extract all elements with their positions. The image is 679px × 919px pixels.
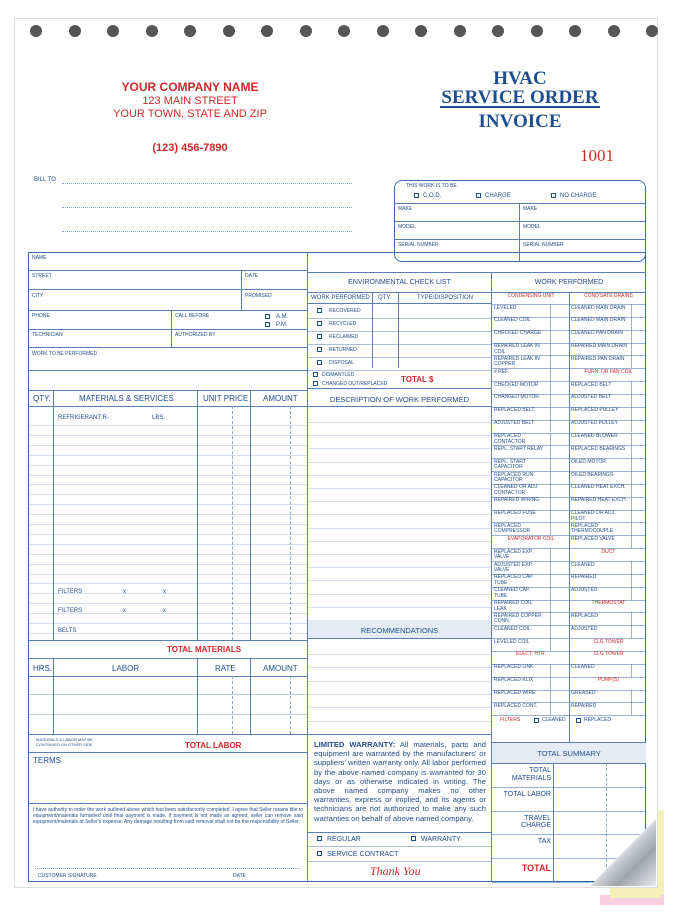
model-field[interactable]: MODEL <box>398 224 416 230</box>
wp-item: REPAIRED WIRING <box>494 497 540 504</box>
wp-item: CLEANED BLOWER <box>571 433 618 439</box>
work-to-be-performed-field[interactable]: WORK TO BE PERFORMED <box>32 351 98 357</box>
cod-label: C.O.D. <box>423 193 442 199</box>
wp-section: FILTERS <box>500 717 521 724</box>
refrigerant-label: REFRIGERANT R- <box>58 415 109 421</box>
charge-label: CHARGE <box>485 193 511 199</box>
summary-label: TOTAL <box>521 863 551 874</box>
wp-section: DUCT <box>601 548 616 555</box>
wp-item: REPLACED BEARINGS <box>571 445 626 452</box>
env-title: ENVIRONMENTAL CHECK LIST <box>348 279 451 286</box>
invoice-number: 1001 <box>580 146 614 165</box>
charge-checkbox[interactable] <box>476 193 481 198</box>
env-item: DISPOSAL <box>329 360 355 366</box>
env-item: DISMANTLED <box>322 372 355 378</box>
wp-item: CLEANED <box>571 664 595 671</box>
wp-item: REPLACED EXP. VALVE <box>494 548 534 561</box>
company-phone: (123) 456-7890 <box>152 142 228 154</box>
materials-header: MATERIALS & SERVICES <box>79 394 174 403</box>
company-street: 123 MAIN STREET <box>142 95 238 107</box>
wp-item: REPLACED KLIX <box>494 677 534 684</box>
filters-label-1: FILTERS <box>58 589 83 595</box>
binding-hole <box>608 25 620 37</box>
company-name: YOUR COMPANY NAME <box>121 80 259 94</box>
wp-item: REPLACED PULLEY <box>571 407 619 414</box>
x-mark: x <box>163 589 166 595</box>
wp-item: REPAIRED COIL LEAK <box>494 600 533 612</box>
regular-checkbox[interactable] <box>317 836 322 841</box>
wp-item: REPAIRED <box>571 574 597 581</box>
wp-item: CLEANED COIL <box>494 317 531 324</box>
env-checkbox[interactable] <box>317 347 322 352</box>
signature-line[interactable] <box>35 868 300 869</box>
wp-item: REPL. START RELAY <box>494 445 544 452</box>
env-item: RECYCLED <box>329 321 357 327</box>
service-contract-checkbox[interactable] <box>317 851 322 856</box>
warranty-text: All materials, parts and equipment are warranted by the manufacturers' or suppliers' written warranty only. All labor performed by the above named company is warranted for 30 days or as otherwise indicated in writing. The above named company makes no other warranties, express or implied, and its agents or technicians are not authorized to make any such warranties on behalf of above named company. <box>314 740 486 823</box>
wp-section: CONDENSING UNIT <box>507 292 555 299</box>
filters-replaced-checkbox[interactable] <box>576 718 581 723</box>
env-col-work: WORK PERFORMED <box>311 295 370 301</box>
wp-item: CLEANED PAN DRAIN <box>571 330 623 337</box>
pm-checkbox[interactable] <box>265 322 270 327</box>
wp-item: CLEANED HEAT EXCH. <box>571 484 626 491</box>
signature-date-label: DATE <box>233 873 246 879</box>
wp-section: CLG TOWER <box>593 651 624 658</box>
make-field-2[interactable]: MAKE <box>523 206 538 212</box>
wp-item: REPAIRED LEAK IN COPPER <box>494 355 540 368</box>
wp-item: CLEANED MAIN DRAIN <box>571 304 626 311</box>
wp-item: CHECKED CHARGE <box>494 330 542 337</box>
env-item: RECOVERED <box>329 308 361 314</box>
env-item: RETURNED <box>329 347 357 353</box>
warranty-block <box>314 740 486 823</box>
wp-section: CLG TOWER <box>593 638 624 645</box>
warranty-checkbox[interactable] <box>411 836 416 841</box>
env-item: CHANGED OUT/REPLACED <box>322 381 388 387</box>
summary-label: TOTAL MATERIALS <box>511 767 551 782</box>
wp-section: FURN. OR FAN COIL <box>584 368 633 375</box>
city-field[interactable]: CITY <box>32 293 44 299</box>
technician-field[interactable]: TECHNICIAN <box>32 332 63 338</box>
call-before-field[interactable]: CALL BEFORE <box>175 313 210 319</box>
wp-item: REPL. START CAPACITOR <box>494 458 526 471</box>
binding-hole <box>223 25 235 37</box>
company-town: YOUR TOWN, STATE AND ZIP <box>113 108 267 120</box>
promised-field[interactable]: PROMISED <box>245 293 272 299</box>
summary-label: TOTAL LABOR <box>503 790 551 798</box>
binding-hole <box>377 25 389 37</box>
wp-item: LEVELED COIL <box>494 638 530 645</box>
binding-hole <box>415 25 427 37</box>
summary-title: TOTAL SUMMARY <box>537 749 601 758</box>
binding-hole <box>646 25 658 37</box>
binding-hole <box>531 25 543 37</box>
terms-label: TERMS <box>33 756 61 765</box>
wp-item: GREASED <box>571 690 596 696</box>
wp-section: ELECT. HTR. <box>515 651 546 658</box>
name-field[interactable]: NAME <box>32 255 47 261</box>
title-invoice: INVOICE <box>478 111 562 132</box>
env-col-type: TYPE/DISPOSITION <box>417 295 474 301</box>
binding-hole <box>107 25 119 37</box>
binding-hole <box>454 25 466 37</box>
wp-item: REPAIRED LEAK IN COIL <box>494 343 540 355</box>
wp-item: REPAIRED <box>571 702 597 709</box>
binding-hole <box>69 25 81 37</box>
wp-section: THERMOSTAT <box>591 600 626 607</box>
binding-hole <box>300 25 312 37</box>
make-field[interactable]: MAKE <box>398 206 413 212</box>
wp-item: LEVELED <box>494 304 517 311</box>
wp-item: REPLACED COMPRESSOR <box>494 522 531 535</box>
materials-qty-header: QTY. <box>33 394 51 403</box>
customer-signature-label: CUSTOMER SIGNATURE <box>38 873 97 879</box>
filters-label-2: FILTERS <box>58 608 83 614</box>
x-mark: x <box>123 589 126 595</box>
wp-item: REPLACED WIRE <box>494 690 536 696</box>
env-total: TOTAL $ <box>401 375 434 384</box>
summary-value-cell[interactable] <box>555 812 643 833</box>
wp-item: REPLACED VALVE <box>571 535 615 542</box>
wp-item: CLEANED CAP. TUBE <box>494 587 531 599</box>
street-field[interactable]: STREET <box>32 273 52 279</box>
regular-label: REGULAR <box>327 836 361 843</box>
x-mark: x <box>123 608 126 614</box>
no-charge-checkbox[interactable] <box>551 193 556 198</box>
hrs-header: HRS. <box>33 664 53 673</box>
thank-you-text: Thank You <box>370 864 421 878</box>
wp-item: CHECKED MOTOR <box>494 381 539 388</box>
unit-price-header: UNIT PRICE <box>203 394 249 403</box>
summary-label: TAX <box>537 838 551 846</box>
bill-to-line[interactable] <box>62 231 352 232</box>
title-hvac: HVAC <box>493 68 547 89</box>
total-labor-label: TOTAL LABOR <box>185 741 242 750</box>
wp-item: ADJUSTED PULLEY <box>571 420 618 427</box>
wp-item: REPLACED BELT <box>571 381 612 388</box>
no-charge-label: NO CHARGE <box>560 193 597 199</box>
env-checkbox[interactable] <box>317 360 322 365</box>
rate-header: RATE <box>215 664 236 673</box>
wp-item: REPLACED <box>571 612 598 619</box>
binding-hole <box>492 25 504 37</box>
wp-item: REPAIRED PAN DRAIN <box>571 355 625 362</box>
description-title: DESCRIPTION OF WORK PERFORMED <box>329 395 470 404</box>
wp-item: ADJUSTED EXP. VALVE <box>494 561 533 573</box>
bill-to-line[interactable] <box>62 183 352 184</box>
binding-hole <box>338 25 350 37</box>
wp-section: COND'SATE DRAINS <box>584 292 633 299</box>
wp-item: REPLACED CONTACTOR <box>494 433 526 445</box>
env-checkbox[interactable] <box>313 372 318 377</box>
amount-header: AMOUNT <box>263 394 298 403</box>
warranty-label: WARRANTY <box>421 836 461 843</box>
bill-to-line[interactable] <box>62 207 352 208</box>
wp-item: REPLACED LINK <box>494 664 534 671</box>
binding-hole <box>569 25 581 37</box>
env-checkbox[interactable] <box>317 321 322 326</box>
wp-section: PUMP(S) <box>597 677 620 684</box>
wp-item: OILED MOTOR <box>571 458 606 465</box>
wp-item: CLEANED OR ADJ. CONTACTOR <box>494 484 539 496</box>
env-checkbox[interactable] <box>317 308 322 313</box>
binding-hole <box>261 25 273 37</box>
summary-value-cell[interactable] <box>555 788 643 809</box>
serial-field[interactable]: SERIAL NUMBER <box>398 242 439 248</box>
wp-item: REPLACED FUSE <box>494 510 536 517</box>
service-contract-label: SERVICE CONTRACT <box>327 851 399 858</box>
cod-checkbox[interactable] <box>414 193 419 198</box>
env-col-qty: QTY. <box>378 295 392 301</box>
env-item: RECLAIMED <box>329 334 359 340</box>
wp-item: REPLACED CAP. TUBE <box>494 574 534 586</box>
model-field-2[interactable]: MODEL <box>523 224 541 230</box>
labor-header: LABOR <box>112 664 140 673</box>
wp-item: CHANGED MOTOR <box>494 394 539 401</box>
summary-value-cell[interactable] <box>555 764 643 785</box>
serial-field-2[interactable]: SERIAL NUMBER <box>523 242 564 248</box>
wp-item: CLEANED OR ADJ. PILOT <box>571 510 616 522</box>
wp-item: REPLACED RUN CAPACITOR <box>494 471 534 484</box>
summary-label: TRAVEL CHARGE <box>521 814 551 830</box>
wp-item: REPLACED BELT <box>494 407 535 414</box>
date-field[interactable]: DATE <box>245 273 258 279</box>
wp-item: CLEANED MAIN DRAIN <box>571 317 626 324</box>
wp-item: ADJUSTED <box>571 587 598 594</box>
am-checkbox[interactable] <box>265 314 270 319</box>
binding-hole <box>184 25 196 37</box>
am-label: A.M. <box>276 314 289 320</box>
this-work-label: THIS WORK IS TO BE <box>406 183 457 189</box>
wp-item: # REF. <box>494 368 510 375</box>
wp-item: REPLACED THERMOCOUPLE <box>571 522 614 535</box>
wp-item: CLEANED <box>571 561 595 568</box>
total-materials-label: TOTAL MATERIALS <box>167 645 242 654</box>
wp-item: REPLACED <box>584 717 611 724</box>
wp-item: REPAIRED COPPER CONN. <box>494 612 542 625</box>
belts-label: BELTS <box>58 628 77 634</box>
bill-to-label: BILL TO <box>34 177 56 183</box>
wp-item: CLEANED <box>542 717 566 724</box>
wp-item: ADJUSTED BELT <box>571 394 611 401</box>
x-mark: x <box>163 608 166 614</box>
wp-item: CLEANED COIL <box>494 625 531 632</box>
wp-section: EVAPORATOR COIL <box>507 535 555 542</box>
pm-label: P.M. <box>276 322 288 328</box>
authorization-text: I have authority to order the work outlined above which has been satisfactorily completed. I agree that Seller retains title to equipment/materials furnished until final payment is made. If payment is not made as agreed, seller can remove said equipment/materials at Seller's expense. Any damage resulting from said removal shall not be the responsibility of Seller. <box>33 807 303 825</box>
binding-hole <box>146 25 158 37</box>
wp-item: OILED BEARINGS <box>571 471 614 478</box>
lbs-label: LBS. <box>152 415 166 421</box>
title-service-order: SERVICE ORDER <box>441 87 599 108</box>
wp-item: ADJUSTED BELT <box>494 420 534 427</box>
continued-note: MATERIALS & LABOR MAY BE CONTINUED ON OTHER SIDE <box>36 737 93 747</box>
authorized-by-field[interactable]: AUTHORIZED BY <box>175 332 216 338</box>
phone-field[interactable]: PHONE <box>32 313 50 319</box>
work-performed-title: WORK PERFORMED <box>534 279 604 286</box>
filters-cleaned-checkbox[interactable] <box>534 718 539 723</box>
wp-item: REPLACED CONT. <box>494 702 538 709</box>
wp-item: REPAIRED MAIN DRAIN <box>571 343 628 350</box>
env-checkbox[interactable] <box>313 381 318 386</box>
recommendations-title: RECOMMENDATIONS <box>360 626 439 635</box>
wp-item: REPAIRED HEAT EXCH. <box>571 497 628 504</box>
wp-item: ADJUSTED <box>571 625 598 632</box>
warranty-title: LIMITED WARRANTY: <box>314 740 396 749</box>
env-checkbox[interactable] <box>317 334 322 339</box>
binding-hole <box>30 25 42 37</box>
labor-amount-header: AMOUNT <box>263 664 298 673</box>
